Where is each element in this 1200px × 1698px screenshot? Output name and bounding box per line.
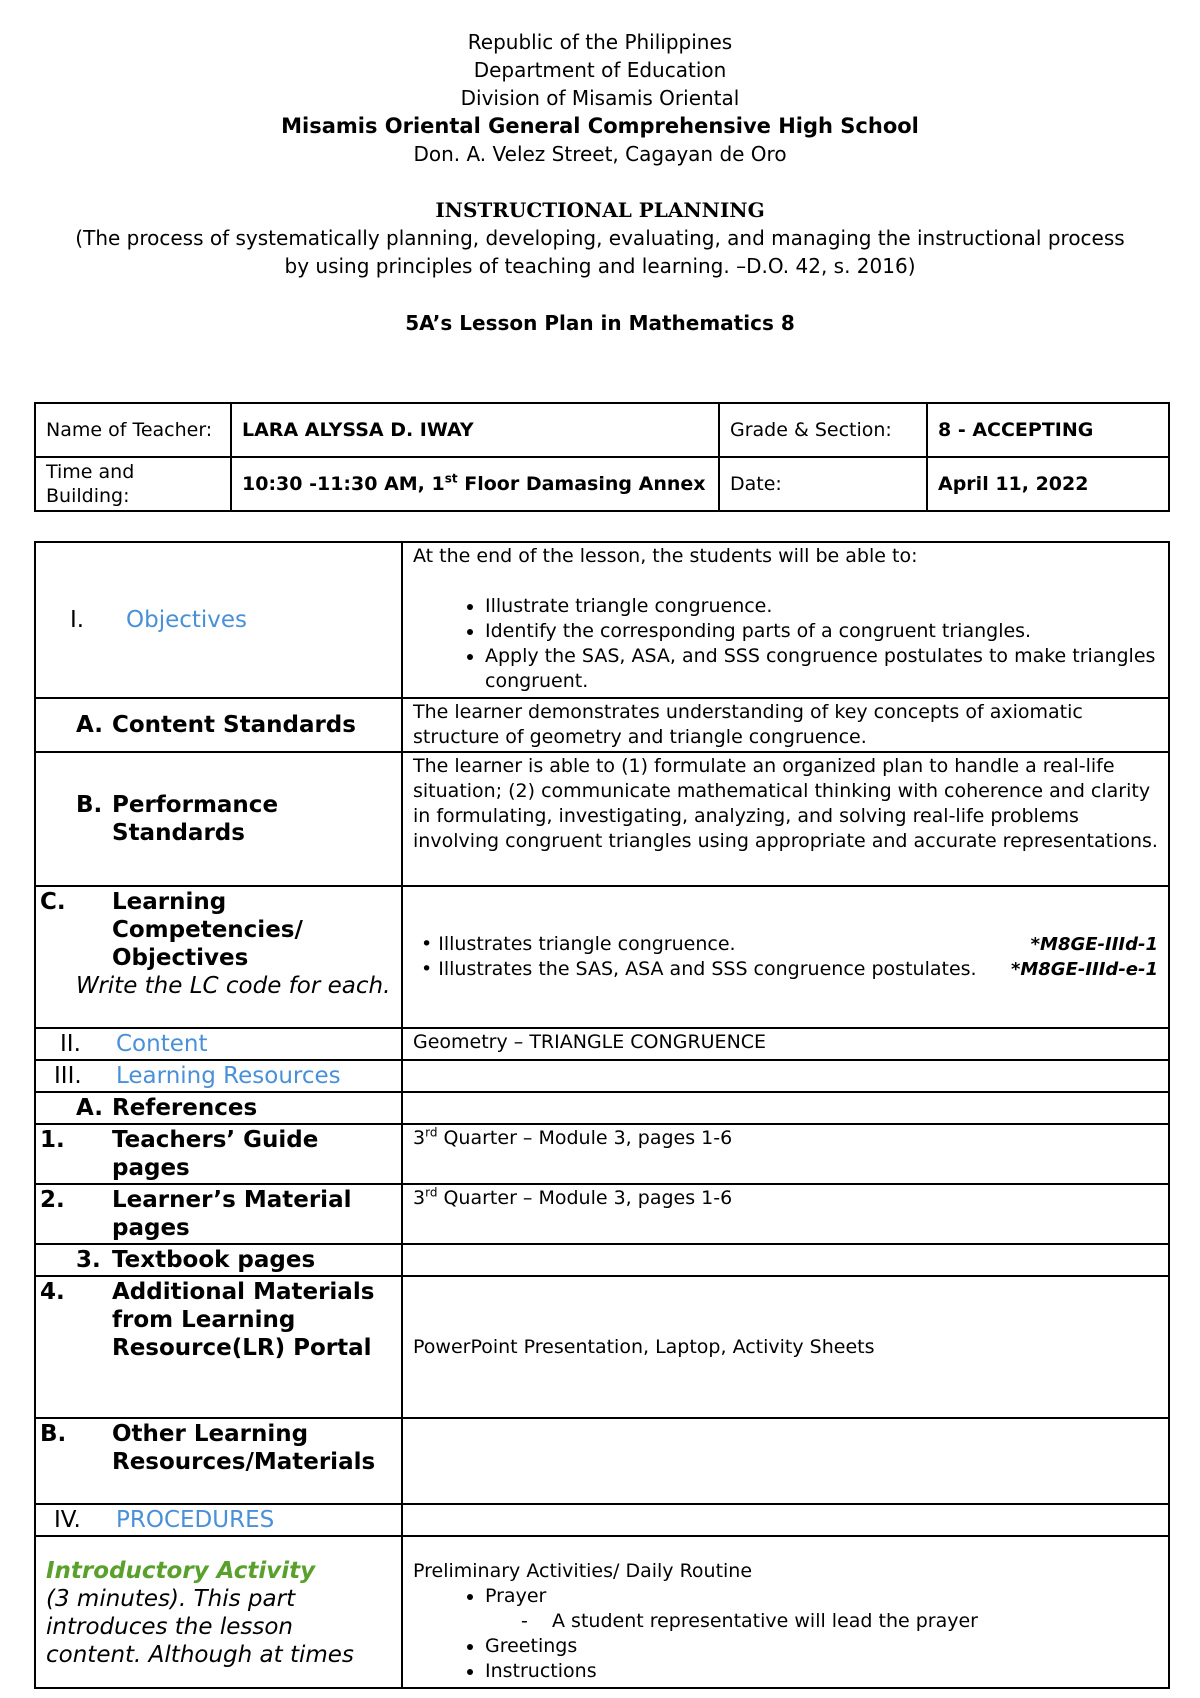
routine-list-2 — [413, 1634, 1158, 1684]
plan-definition-1: (The process of systematically planning, developing, evaluating, and managing the instructional process — [75, 226, 1125, 250]
grade-value: 8 - ACCEPTING — [927, 403, 1169, 457]
plan-title: INSTRUCTIONAL PLANNING — [435, 198, 765, 222]
teacher-label: Name of Teacher: — [35, 403, 231, 457]
routine-item-prayer: • Prayer — [485, 1584, 1158, 1609]
header-address: Don. A. Velez Street, Cagayan de Oro — [413, 142, 787, 166]
teachers-guide-text: 3rd Quarter – Module 3, pages 1-6 — [402, 1124, 1169, 1184]
header-division: Division of Misamis Oriental — [460, 86, 740, 110]
date-label: Date: — [719, 457, 927, 511]
additional-materials-label: 4. Additional Materials from Learning Resource(LR) Portal — [35, 1276, 402, 1418]
competency-item: • Illustrates triangle congruence. *M8GE-IIId-1 — [421, 932, 1158, 957]
objective-item: • Identify the corresponding parts of a congruent triangles. — [485, 619, 1158, 644]
other-resources-label: B. Other Learning Resources/Materials — [35, 1418, 402, 1504]
objectives-content — [402, 542, 1169, 698]
header-department: Department of Education — [473, 58, 727, 82]
teacher-info-table — [34, 402, 1170, 512]
content-label: II. Content — [35, 1028, 402, 1060]
learning-resources-label: III. Learning Resources — [35, 1060, 402, 1092]
introductory-activity-content — [402, 1536, 1169, 1688]
additional-materials-text: PowerPoint Presentation, Laptop, Activity Sheets — [402, 1276, 1169, 1418]
content-standards-label: A. Content Standards — [35, 698, 402, 752]
learners-material-text: 3rd Quarter – Module 3, pages 1-6 — [402, 1184, 1169, 1244]
objective-item: • Illustrate triangle congruence. — [485, 594, 1158, 619]
lesson-plan-table — [34, 541, 1170, 1689]
content-standards-text: The learner demonstrates understanding of key concepts of axiomatic structure of geometry and triangle congruence. — [402, 698, 1169, 752]
routine-item-greetings: • Greetings — [485, 1634, 1158, 1659]
learners-material-label: 2. Learner’s Material pages — [35, 1184, 402, 1244]
procedures-content — [402, 1504, 1169, 1536]
competencies-label: C. Learning Competencies/ Objectives Write the LC code for each. — [35, 886, 402, 1028]
learning-resources-content — [402, 1060, 1169, 1092]
teachers-guide-label: 1. Teachers’ Guide pages — [35, 1124, 402, 1184]
routine-list — [413, 1584, 1158, 1609]
time-label: Time and Building: — [35, 457, 231, 511]
objectives-list — [413, 594, 1158, 694]
objective-item: • Apply the SAS, ASA, and SSS congruence postulates to make triangles congruent. — [485, 644, 1158, 694]
teacher-value: LARA ALYSSA D. IWAY — [231, 403, 719, 457]
competencies-note: Write the LC code for each. — [76, 973, 391, 999]
header-republic: Republic of the Philippines — [467, 30, 733, 54]
objectives-intro: At the end of the lesson, the students will be able to: — [413, 545, 918, 567]
grade-label: Grade & Section: — [719, 403, 927, 457]
textbook-content — [402, 1244, 1169, 1276]
routine-sublist — [413, 1609, 1158, 1634]
content-text: Geometry – TRIANGLE CONGRUENCE — [402, 1028, 1169, 1060]
lc-code: *M8GE-IIId-1 — [1030, 934, 1158, 955]
introductory-activity-label — [35, 1536, 402, 1688]
performance-standards-text: The learner is able to (1) formulate an organized plan to handle a real-life situation; (2) communicate mathematical thinking with coherence and clarity in formulating, investigating, analyzing, and solving real-life problems involving congruent triangles using appropriate and accurate representations. — [402, 752, 1169, 886]
preliminary-heading: Preliminary Activities/ Daily Routine — [413, 1560, 753, 1582]
references-content — [402, 1092, 1169, 1124]
document-header — [0, 28, 1200, 337]
textbook-label: 3. Textbook pages — [35, 1244, 402, 1276]
header-school-name: Misamis Oriental General Comprehensive High School — [281, 114, 919, 138]
other-resources-content — [402, 1418, 1169, 1504]
competencies-content — [402, 886, 1169, 1028]
objectives-label: I. Objectives — [35, 542, 402, 698]
lc-code: *M8GE-IIId-e-1 — [1010, 959, 1158, 980]
intro-activity-desc: (3 minutes). This part introduces the lesson content. Although at times — [46, 1586, 354, 1668]
procedures-label: IV. PROCEDURES — [35, 1504, 402, 1536]
routine-item-instructions: • Instructions — [485, 1659, 1158, 1684]
intro-activity-title: Introductory Activity — [46, 1558, 316, 1584]
lesson-title: 5A’s Lesson Plan in Mathematics 8 — [405, 311, 795, 335]
date-value: April 11, 2022 — [927, 457, 1169, 511]
competency-item: • Illustrates the SAS, ASA and SSS congruence postulates. *M8GE-IIId-e-1 — [421, 957, 1158, 982]
competencies-list — [413, 932, 1158, 982]
time-value: 10:30 -11:30 AM, 1st Floor Damasing Annex — [231, 457, 719, 511]
references-label: A. References — [35, 1092, 402, 1124]
performance-standards-label: B. Performance Standards — [35, 752, 402, 886]
plan-definition-2: by using principles of teaching and learning. –D.O. 42, s. 2016) — [284, 254, 916, 278]
routine-subitem: - A student representative will lead the prayer — [521, 1609, 1158, 1634]
